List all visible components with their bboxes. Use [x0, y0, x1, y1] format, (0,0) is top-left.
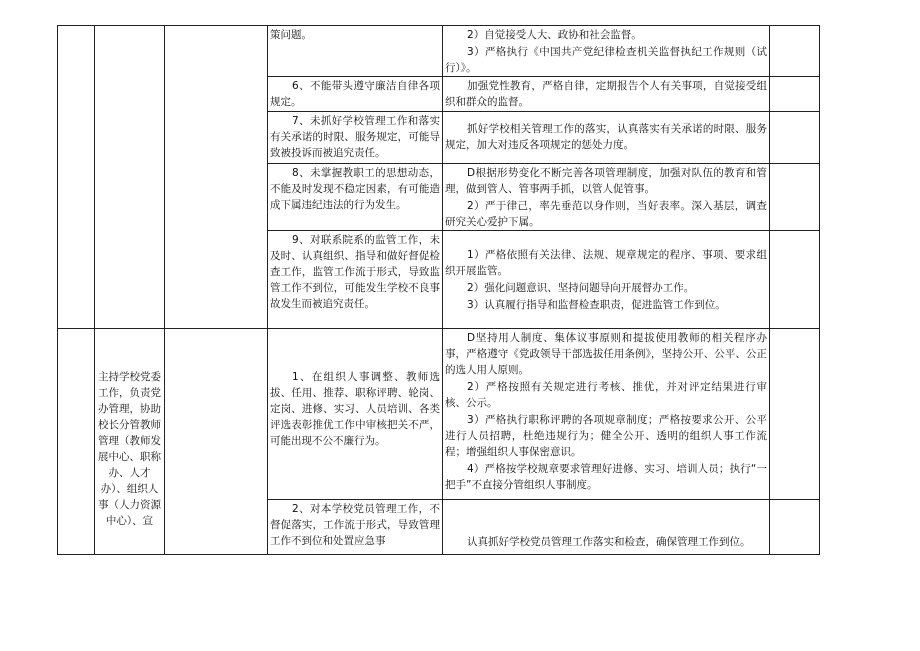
measure-text: 抓好学校相关管理工作的落实，认真落实有关承诺的时限、服务规定，加大对违反各项规定的惩处力度。 [445, 123, 767, 151]
post-cell [165, 329, 268, 555]
risk-cell [268, 329, 443, 500]
responsibility-cell [95, 26, 165, 329]
measure-cell [443, 112, 770, 164]
note-cell [770, 77, 820, 112]
risk-text: 1、在组织人事调整、教师选拔、任用、推荐、职称评聘、轮岗、定岗、进修、实习、人员培训、各类评选表彰推优工作中审核把关不严，可能出现不公不廉行为。 [270, 371, 440, 447]
risk-text: 6、不能带头遵守廉洁自律各项规定。 [270, 80, 440, 108]
note-cell [770, 112, 820, 164]
risk-cell [268, 231, 443, 329]
measure-text: 2）强化问题意识、坚持问题导向开展督办工作。 [467, 282, 695, 294]
note-cell [770, 329, 820, 500]
table-row [58, 26, 820, 77]
measure-text: 4）严格按学校规章要求管理好进修、实习、培训人员；执行“一把手”不直接分管组织人事制度。 [445, 463, 767, 491]
note-cell [770, 231, 820, 329]
risk-control-table [57, 25, 820, 555]
risk-text: 8、未掌握教职工的思想动态，不能及时发现不稳定因素，有可能造成下属违纪违法的行为发生。 [270, 167, 440, 211]
index-cell [58, 26, 95, 329]
note-cell [770, 164, 820, 231]
risk-cell [268, 77, 443, 112]
note-cell [770, 26, 820, 77]
risk-cell [268, 500, 443, 555]
measure-cell [443, 231, 770, 329]
risk-cell [268, 112, 443, 164]
responsibility-text: 主持学校党委工作，负责党办管理，协助校长分管教师管理（教师发展中心、职称办、人才办）、组织人事（人力资源中心）、宣 [98, 371, 161, 527]
measure-cell [443, 26, 770, 77]
risk-text: 策问题。 [270, 29, 312, 41]
table-row [58, 329, 820, 500]
measure-text: 认真抓好学校党员管理工作落实和检查，确保管理工作到位。 [467, 536, 751, 548]
risk-text: 2、对本学校党员管理工作，不督促落实，工作流于形式，导致管理工作不到位和处置应急事 [270, 503, 440, 547]
note-cell [770, 500, 820, 555]
risk-text: 9、对联系院系的监管工作，未及时、认真组织、指导和做好督促检查工作，监管工作流于形式，导致监管工作不到位，可能发生学校不良事故发生而被追究责任。 [270, 234, 440, 310]
measure-text: D根据形势变化不断完善各项管理制度，加强对队伍的教育和管理，做到管人、管事两手抓，以管人促管事。 [445, 167, 767, 195]
measure-text: 2）自觉接受人大、政协和社会监督。 [467, 29, 642, 41]
measure-cell [443, 77, 770, 112]
measure-cell [443, 329, 770, 500]
risk-cell [268, 164, 443, 231]
measure-text: 3）严格执行职称评聘的各项规章制度；严格按要求公开、公平进行人员招聘，杜绝违规行为；健全公开、透明的组织人事工作流程；增强组织人事保密意识。 [445, 414, 767, 458]
measure-text: 3）认真履行指导和监督检查职责，促进监管工作到位。 [467, 299, 726, 311]
risk-text: 7、未抓好学校管理工作和落实有关承诺的时限、服务规定，可能导致被投诉而被追究责任。 [270, 115, 440, 159]
measure-text: 3）严格执行《中国共产党纪律检查机关监督执纪工作规则（试行）》。 [445, 46, 767, 74]
measure-text: 1）严格依照有关法律、法规、规章规定的程序、事项、要求组织开展监管。 [445, 249, 767, 277]
measure-cell [443, 164, 770, 231]
responsibility-cell [95, 329, 165, 555]
measure-text: 加强党性教育，严格自律，定期报告个人有关事项，自觉接受组织和群众的监督。 [445, 80, 767, 108]
index-cell [58, 329, 95, 555]
measure-text: 2）严于律己，率先垂范以身作则，当好表率。深入基层，调查研究关心爱护下属。 [445, 200, 767, 228]
risk-cell [268, 26, 443, 77]
measure-text: 2）严格按照有关规定进行考核、推优，并对评定结果进行审核、公示。 [445, 381, 767, 409]
post-cell [165, 26, 268, 329]
measure-cell [443, 500, 770, 555]
measure-text: D坚持用人制度、集体议事原则和提拔使用教师的相关程序办事，严格遵守《党政领导干部选拔任用条例》，坚持公开、公平、公正的选人用人原则。 [445, 332, 767, 376]
